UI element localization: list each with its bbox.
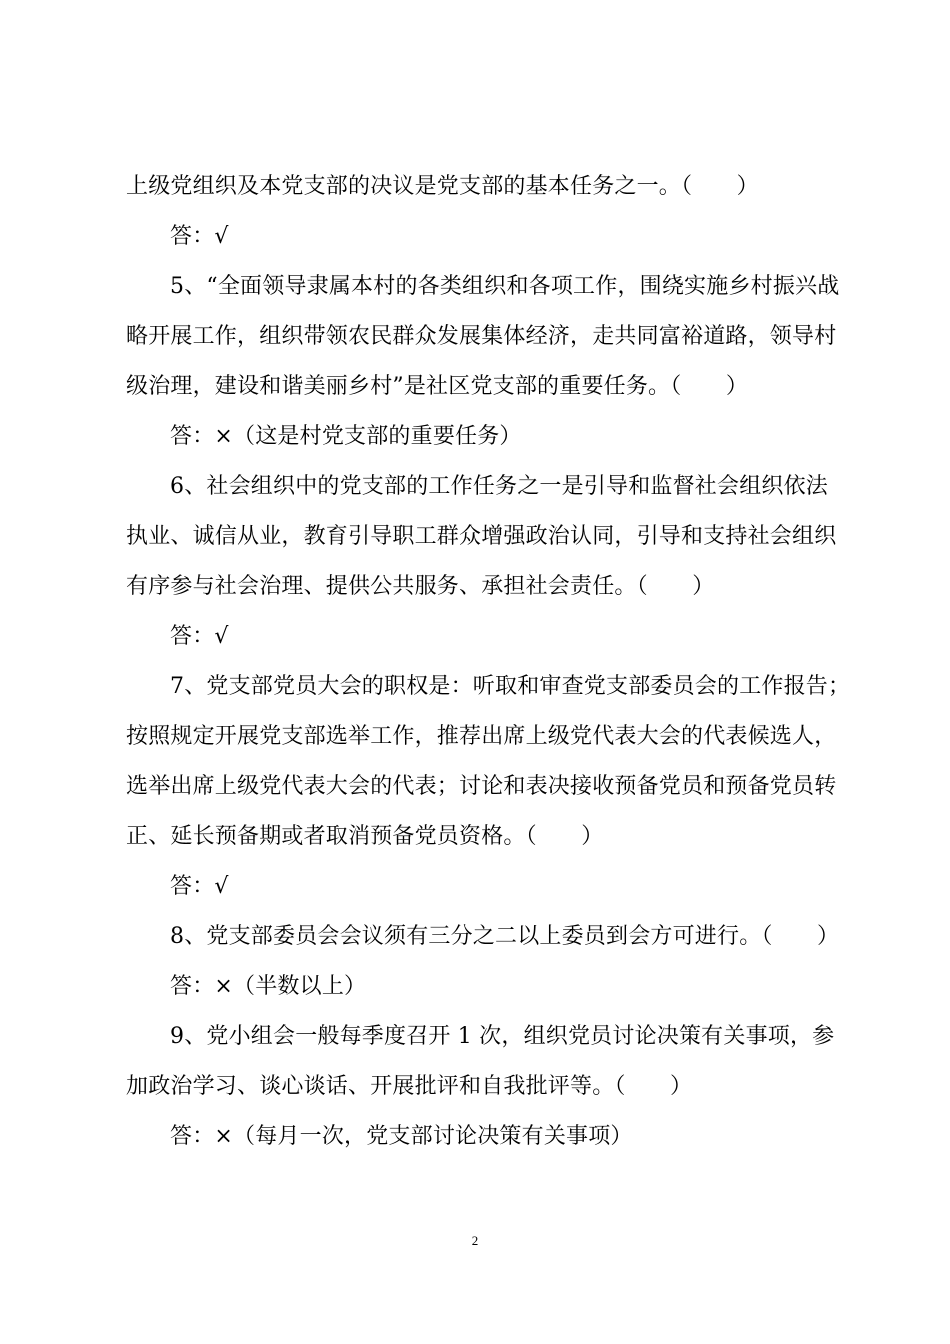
question-5-line-3: 级治理，建设和谐美丽乡村”是社区党支部的重要任务。（ ）: [126, 374, 749, 399]
question-5-line-1: 5、“全面领导隶属本村的各类组织和各项工作，围绕实施乡村振兴战: [170, 274, 840, 299]
answer-line: 答：√: [170, 224, 229, 249]
question-6-line-2: 执业、诚信从业，教育引导职工群众增强政治认同，引导和支持社会组织: [126, 524, 837, 549]
question-6-line-3: 有序参与社会治理、提供公共服务、承担社会责任。（ ）: [126, 574, 715, 599]
text-line: 上级党组织及本党支部的决议是党支部的基本任务之一。（ ）: [126, 174, 759, 199]
question-9-line-1: 9、党小组会一般每季度召开 1 次，组织党员讨论决策有关事项，参: [170, 1024, 835, 1049]
answer-line: 答：×（这是村党支部的重要任务）: [170, 424, 522, 449]
question-9-line-2: 加政治学习、谈心谈话、开展批评和自我批评等。（ ）: [126, 1074, 693, 1099]
question-6-line-1: 6、社会组织中的党支部的工作任务之一是引导和监督社会组织依法: [170, 474, 828, 499]
answer-line: 答：√: [170, 624, 229, 649]
page-number: 2: [471, 1233, 479, 1248]
question-7-line-1: 7、党支部党员大会的职权是：听取和审查党支部委员会的工作报告；: [170, 674, 851, 699]
question-7-line-4: 正、延长预备期或者取消预备党员资格。（ ）: [126, 824, 604, 849]
question-5-line-2: 略开展工作，组织带领农民群众发展集体经济，走共同富裕道路，领导村: [126, 324, 837, 349]
question-8-line-1: 8、党支部委员会会议须有三分之二以上委员到会方可进行。（ ）: [170, 924, 840, 949]
answer-line: 答：√: [170, 874, 229, 899]
answer-line: 答：×（每月一次，党支部讨论决策有关事项）: [170, 1124, 633, 1149]
answer-line: 答：×（半数以上）: [170, 974, 367, 999]
question-7-line-2: 按照规定开展党支部选举工作，推荐出席上级党代表大会的代表候选人，: [126, 724, 837, 749]
question-7-line-3: 选举出席上级党代表大会的代表；讨论和表决接收预备党员和预备党员转: [126, 774, 837, 799]
